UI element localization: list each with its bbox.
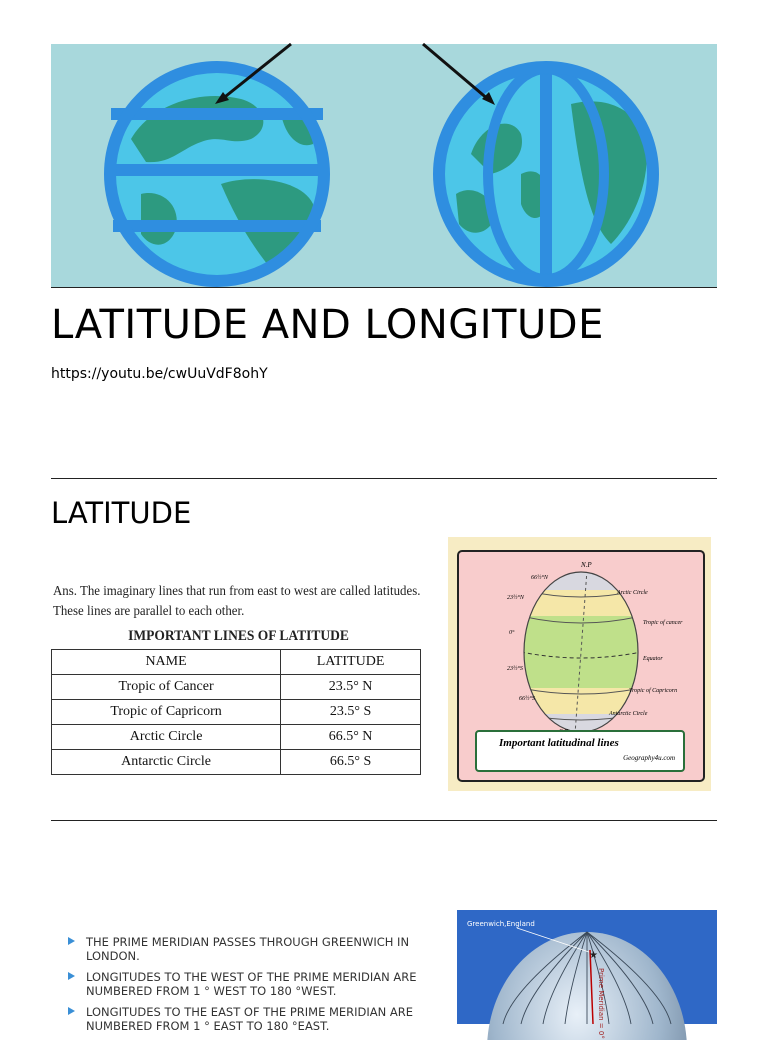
answer-text: Ans. The imaginary lines that run from east to west are called latitudes. These lines are parallel to each other. bbox=[53, 584, 421, 619]
equator-label: Equator bbox=[643, 656, 663, 662]
meridian-globe bbox=[457, 910, 717, 1039]
star-icon: ★ bbox=[589, 950, 598, 961]
deg-0: 0° bbox=[509, 630, 515, 636]
latitude-diagram bbox=[448, 537, 711, 791]
cell-name: Antarctic Circle bbox=[52, 750, 281, 775]
table-row bbox=[52, 700, 421, 725]
cell-latitude: 23.5° N bbox=[281, 675, 421, 700]
divider bbox=[51, 820, 717, 821]
list-item: LONGITUDES TO THE WEST OF THE PRIME MERIDIAN ARE NUMBERED FROM 1 ° WEST TO 180 °WEST. bbox=[66, 970, 446, 998]
video-link[interactable]: https://youtu.be/cwUuVdF8ohY bbox=[51, 366, 268, 382]
cell-latitude: 66.5° N bbox=[281, 725, 421, 750]
deg-66n: 66½°N bbox=[531, 575, 548, 581]
table-header-row bbox=[52, 650, 421, 675]
deg-23n: 23½°N bbox=[507, 595, 524, 601]
prime-meridian-image bbox=[457, 910, 717, 1039]
cell-latitude: 23.5° S bbox=[281, 700, 421, 725]
banner-image bbox=[51, 44, 717, 287]
diagram-panel bbox=[457, 550, 705, 782]
cancer-label: Tropic of cancer bbox=[643, 620, 683, 626]
meridian-label: Prime Meridian = 0° bbox=[597, 968, 605, 1039]
cell-name: Arctic Circle bbox=[52, 725, 281, 750]
cell-latitude: 66.5° S bbox=[281, 750, 421, 775]
divider bbox=[51, 478, 717, 479]
globes-illustration bbox=[51, 44, 717, 287]
list-item: LONGITUDES TO THE EAST OF THE PRIME MERIDIAN ARE NUMBERED FROM 1 ° EAST TO 180 °EAST. bbox=[66, 1005, 446, 1033]
np-label: N.P bbox=[581, 561, 592, 569]
divider bbox=[51, 287, 717, 288]
cell-name: Tropic of Capricorn bbox=[52, 700, 281, 725]
capricorn-label: Tropic of Capricorn bbox=[629, 688, 678, 694]
latitude-globe bbox=[106, 67, 328, 281]
diagram-caption-box bbox=[475, 730, 685, 772]
longitude-globe bbox=[439, 67, 653, 281]
deg-23s: 23½°S bbox=[507, 666, 523, 672]
header-name: NAME bbox=[52, 650, 281, 675]
cell-name: Tropic of Cancer bbox=[52, 675, 281, 700]
page-title: LATITUDE AND LONGITUDE bbox=[51, 302, 604, 348]
table-title: IMPORTANT LINES OF LATITUDE bbox=[128, 628, 349, 644]
deg-66s: 66½°S bbox=[519, 696, 535, 702]
diagram-credit: Geography4u.com bbox=[623, 754, 675, 762]
header-latitude: LATITUDE bbox=[281, 650, 421, 675]
latitude-table bbox=[51, 649, 421, 775]
arctic-label: Arctic Circle bbox=[617, 590, 648, 596]
antarctic-label: Antarctic Circle bbox=[609, 711, 648, 717]
greenwich-label: Greenwich,England bbox=[467, 920, 535, 928]
latitude-table-image bbox=[51, 572, 426, 794]
bullet-triangle-icon bbox=[68, 1007, 75, 1015]
bullet-triangle-icon bbox=[68, 972, 75, 980]
latitude-globe-diagram bbox=[459, 552, 703, 727]
table-row bbox=[52, 725, 421, 750]
diagram-caption: Important latitudinal lines bbox=[499, 737, 619, 749]
list-item: THE PRIME MERIDIAN PASSES THROUGH GREENWICH IN LONDON. bbox=[66, 935, 446, 963]
table-row bbox=[52, 750, 421, 775]
bullet-triangle-icon bbox=[68, 937, 75, 945]
longitude-bullet-list bbox=[66, 935, 446, 1040]
table-row bbox=[52, 675, 421, 700]
section-heading: LATITUDE bbox=[51, 496, 192, 530]
